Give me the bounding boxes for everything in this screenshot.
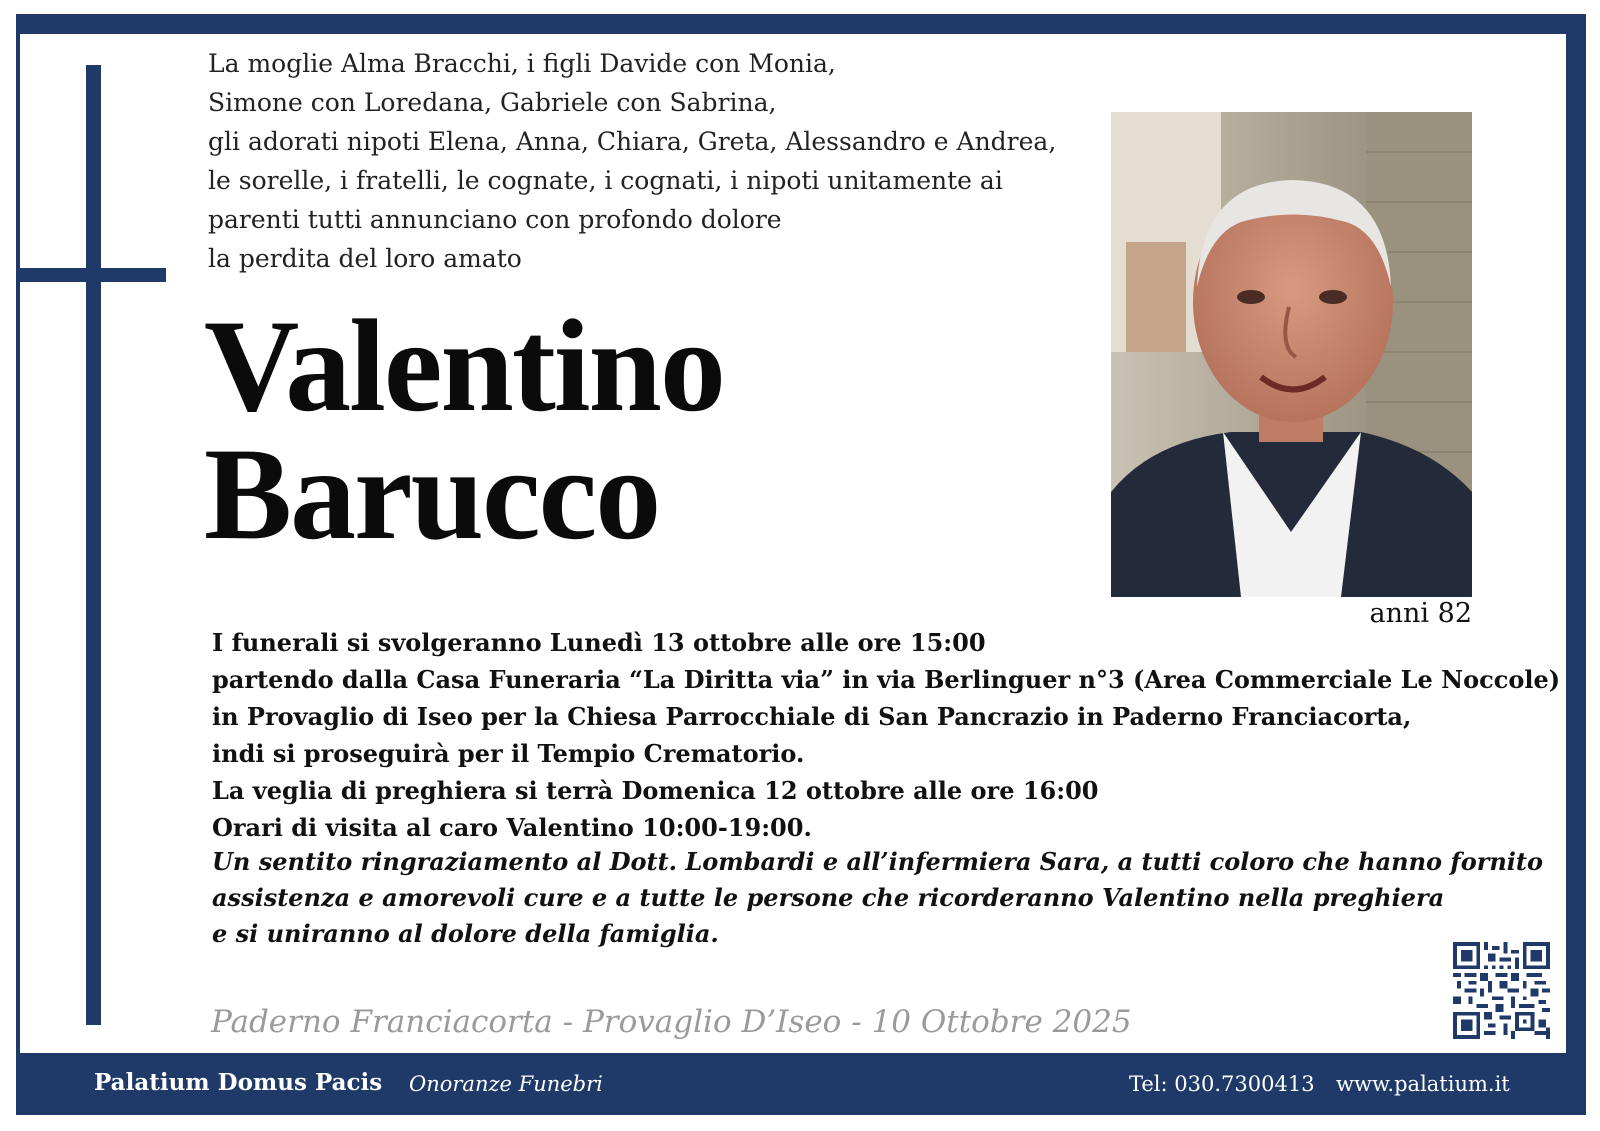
footer-website-link[interactable]: www.palatium.it: [1336, 1072, 1510, 1096]
detail-line: Orari di visita al caro Valentino 10:00-19:00.: [212, 813, 812, 842]
age-label: anni 82: [1369, 598, 1472, 629]
detail-line: partendo dalla Casa Funeraria “La Diritta via” in via Berlinguer n°3 (Area Commerciale Le Noccole): [212, 665, 1561, 694]
intro-line: La moglie Alma Bracchi, i figli Davide con Monia,: [208, 49, 836, 78]
qr-code-graphic: [1453, 942, 1550, 1039]
footer-phone[interactable]: Tel: 030.7300413: [1129, 1072, 1315, 1096]
funeral-details: [212, 624, 1561, 952]
thanks-line: Un sentito ringraziamento al Dott. Lombardi e all’infermiera Sara, a tutti coloro che hanno fornito: [212, 847, 1544, 876]
qr-code-icon[interactable]: [1453, 942, 1550, 1039]
thanks-line: assistenza e amorevoli cure e a tutte le persone che ricorderanno Valentino nella preghiera: [212, 883, 1445, 912]
portrait-illustration: [1111, 112, 1472, 597]
intro-text: [208, 44, 1068, 278]
frame-left-border: [16, 14, 20, 1114]
footer-tagline: Onoranze Funebri: [409, 1072, 603, 1096]
footer-brand: Palatium Domus Pacis: [94, 1069, 383, 1096]
cross-horizontal-bar: [20, 268, 166, 282]
intro-line: parenti tutti annunciano con profondo dolore: [208, 205, 782, 234]
first-name: Valentino: [204, 292, 724, 439]
frame-top-border: [16, 14, 1586, 34]
detail-line: in Provaglio di Iseo per la Chiesa Parrocchiale di San Pancrazio in Paderno Franciacorta,: [212, 702, 1412, 731]
thanks-text: [212, 844, 1544, 952]
deceased-name: [204, 292, 724, 567]
detail-line: indi si proseguirà per il Tempio Crematorio.: [212, 739, 805, 768]
detail-line: I funerali si svolgeranno Lunedì 13 ottobre alle ore 15:00: [212, 628, 986, 657]
intro-line: la perdita del loro amato: [208, 244, 522, 273]
frame-right-border: [1566, 14, 1586, 1114]
place-date: Paderno Franciacorta - Provaglio D’Iseo - 10 Ottobre 2025: [211, 1004, 1132, 1040]
intro-line: le sorelle, i fratelli, le cognate, i cognati, i nipoti unitamente ai: [208, 166, 1003, 195]
cross-vertical-bar: [86, 65, 101, 1025]
thanks-line: e si uniranno al dolore della famiglia.: [212, 919, 719, 948]
intro-line: Simone con Loredana, Gabriele con Sabrina,: [208, 88, 777, 117]
detail-line: La veglia di preghiera si terrà Domenica 12 ottobre alle ore 16:00: [212, 776, 1099, 805]
last-name: Barucco: [204, 420, 660, 567]
intro-line: gli adorati nipoti Elena, Anna, Chiara, Greta, Alessandro e Andrea,: [208, 127, 1057, 156]
footer-bar: [16, 1053, 1586, 1115]
portrait-photo: [1111, 112, 1472, 597]
